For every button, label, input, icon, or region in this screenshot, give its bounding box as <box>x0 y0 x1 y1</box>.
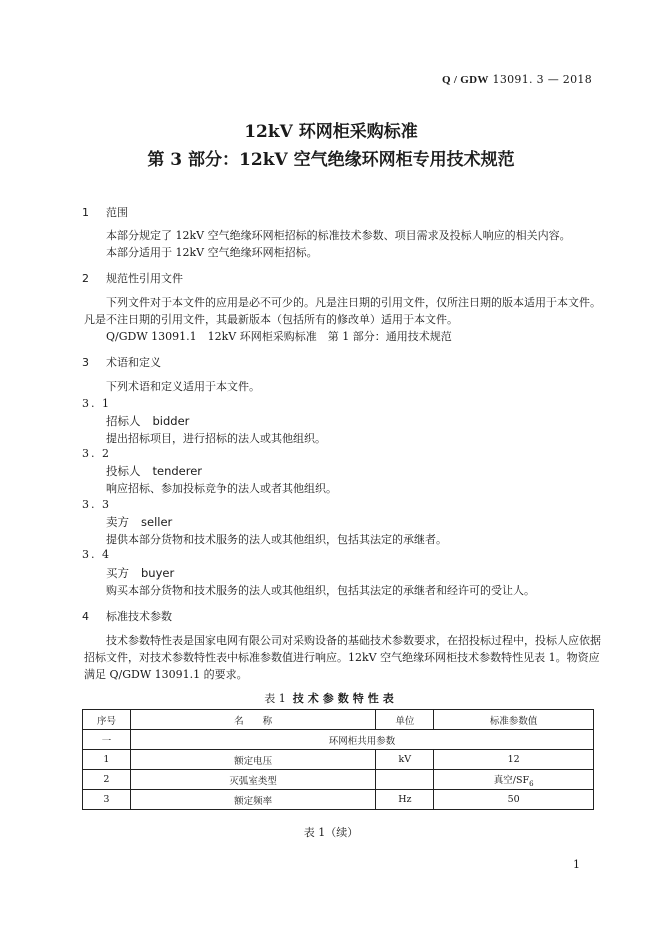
term-en: seller <box>141 515 173 529</box>
term-en: buyer <box>141 566 175 580</box>
term-en: tenderer <box>152 464 203 478</box>
section-2-heading <box>82 270 183 286</box>
table-row <box>83 790 594 810</box>
column-header-seq: 序号 <box>83 710 131 730</box>
row-value: 50 <box>434 790 594 810</box>
table-title: 技术参数特性表 <box>292 692 398 705</box>
table-number: 表 1 <box>264 692 286 705</box>
table-group-row <box>83 730 594 750</box>
section-number: 2 <box>82 272 89 285</box>
table-row <box>83 750 594 770</box>
standard-number: 13091. 3 — 2018 <box>492 73 592 86</box>
table-row <box>83 770 594 790</box>
normative-reference: Q/GDW 13091.1 12kV 环网柜采购标准 第 1 部分：通用技术规范 <box>106 330 452 343</box>
section-1-para-2: 本部分适用于 12kV 空气绝缘环网柜招标。 <box>106 246 318 259</box>
section-1-heading <box>82 204 128 220</box>
term-number: 3. 3 <box>82 498 111 511</box>
row-name: 灭弧室类型 <box>130 770 375 790</box>
term-definition: 响应招标、参加投标竞争的法人或者其他组织。 <box>106 482 337 495</box>
term-heading <box>106 565 174 581</box>
section-3-intro: 下列术语和定义适用于本文件。 <box>106 380 260 393</box>
table-continued-caption: 表 1（续） <box>303 826 359 839</box>
row-value <box>434 770 594 790</box>
column-header-value: 标准参数值 <box>434 710 594 730</box>
section-title: 标准技术参数 <box>106 610 172 623</box>
row-name: 额定频率 <box>130 790 375 810</box>
page-number: 1 <box>573 858 580 871</box>
row-value-subscript: 6 <box>529 779 534 788</box>
section-4-para-1: 技术参数特性表是国家电网有限公司对采购设备的基础技术参数要求，在招投标过程中，投标人应依据招标文件，对技术参数特性表中标准参数值进行响应。12kV 空气绝缘环网柜技术参数特性见表 1。物资应满足 Q/GDW 13091.1 的要求。 <box>84 634 601 681</box>
term-heading <box>106 413 189 429</box>
row-value: 12 <box>434 750 594 770</box>
section-number: 3 <box>82 356 89 369</box>
document-subtitle: 第 3 部分：12kV 空气绝缘环网柜专用技术规范 <box>147 150 515 170</box>
term-definition: 购买本部分货物和技术服务的法人或其他组织，包括其法定的承继者和经许可的受让人。 <box>106 584 535 597</box>
section-title: 规范性引用文件 <box>106 272 183 285</box>
row-seq: 2 <box>83 770 131 790</box>
row-unit: kV <box>376 750 434 770</box>
term-cn: 卖方 <box>106 515 129 529</box>
section-4-heading <box>82 608 172 624</box>
row-value-text: 真空/SF <box>493 774 530 786</box>
term-definition: 提出招标项目，进行招标的法人或其他组织。 <box>106 432 326 445</box>
term-number: 3. 1 <box>82 397 111 410</box>
term-en: bidder <box>152 414 190 428</box>
column-header-name: 名 称 <box>130 710 375 730</box>
standard-code <box>442 73 592 86</box>
group-label: 环网柜共用参数 <box>130 730 593 750</box>
section-number: 1 <box>82 206 89 219</box>
term-heading <box>106 463 202 479</box>
term-cn: 投标人 <box>106 464 141 478</box>
column-header-unit: 单位 <box>376 710 434 730</box>
group-seq: 一 <box>83 730 131 750</box>
term-number: 3. 2 <box>82 447 111 460</box>
term-cn: 买方 <box>106 566 129 580</box>
section-1-para-1: 本部分规定了 12kV 空气绝缘环网柜招标的标准技术参数、项目需求及投标人响应的相关内容。 <box>106 229 571 242</box>
term-cn: 招标人 <box>106 414 141 428</box>
standard-prefix: Q / GDW <box>442 74 489 86</box>
term-number: 3. 4 <box>82 548 111 561</box>
technical-parameters-table <box>82 709 594 810</box>
table-header-row <box>83 710 594 730</box>
section-number: 4 <box>82 610 89 623</box>
term-definition: 提供本部分货物和技术服务的法人或其他组织，包括其法定的承继者。 <box>106 533 447 546</box>
row-seq: 3 <box>83 790 131 810</box>
row-unit: Hz <box>376 790 434 810</box>
section-title: 术语和定义 <box>106 356 161 369</box>
document-title: 12kV 环网柜采购标准 <box>244 122 418 142</box>
row-seq: 1 <box>83 750 131 770</box>
row-unit <box>376 770 434 790</box>
table-caption <box>0 690 662 706</box>
term-heading <box>106 514 172 530</box>
section-3-heading <box>82 354 161 370</box>
section-title: 范围 <box>106 206 128 219</box>
section-2-para-1: 下列文件对于本文件的应用是必不可少的。凡是注日期的引用文件，仅所注日期的版本适用于本文件。凡是不注日期的引用文件，其最新版本（包括所有的修改单）适用于本文件。 <box>84 296 601 326</box>
row-name: 额定电压 <box>130 750 375 770</box>
